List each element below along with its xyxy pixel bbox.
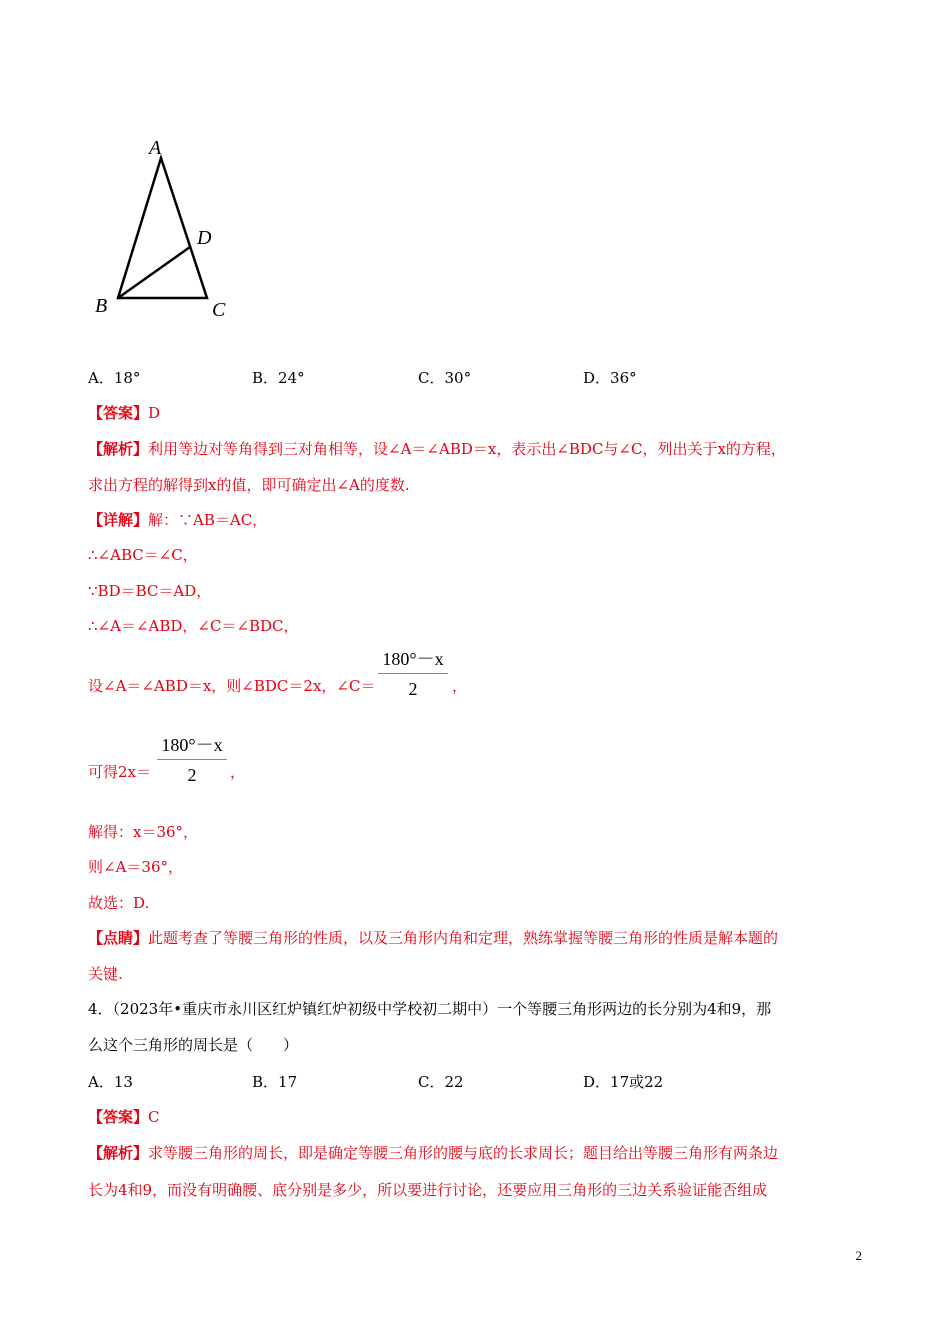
q3-option-b: B．24° [252,369,305,387]
q3-analysis-line-2: 求出方程的解得到x的值，即可确定出∠A的度数. [88,476,410,494]
q4-analysis-line-2: 长为4和9，而没有明确腰、底分别是多少，所以要进行讨论，还要应用三角形的三边关系验证能否组成 [88,1181,768,1199]
fraction-numerator: 180°－x [382,649,444,669]
q3-detail-line-5: 设∠A＝∠ABD＝x，则∠BDC＝2x，∠C＝ [88,677,376,695]
q3-answer: 【答案】D [88,404,161,422]
q4-analysis-line-1: 【解析】求等腰三角形的周长，即是确定等腰三角形的腰与底的长求周长；题目给出等腰三角形有两条边 [88,1144,779,1162]
vertex-label-a: A [149,137,162,159]
q4-answer: 【答案】C [88,1108,160,1126]
q3-option-a: A．18° [88,369,141,387]
q4-option-c: C．22 [418,1073,464,1091]
q3-detail-line-1: 【详解】解：∵AB＝AC， [88,511,268,529]
q3-comment-line-1: 【点睛】此题考查了等腰三角形的性质，以及三角形内角和定理，熟练掌握等腰三角形的性质是解本题的 [88,929,779,947]
q3-detail-line-6-comma: ， [230,763,246,781]
q3-detail-line-5-comma: ， [452,677,468,695]
q3-comment-line-2: 关键. [88,965,123,983]
q3-detail-line-6: 可得2x＝ [88,763,152,781]
q4-option-d: D．17或22 [583,1073,664,1091]
q4-option-b: B．17 [252,1073,298,1091]
q3-detail-line-7: 解得：x＝36°， [88,823,199,841]
q4-stem-line-1: 4．（2023年•重庆市永川区红炉镇红炉初级中学校初二期中）一个等腰三角形两边的长分别为4和9，那 [88,1000,772,1018]
q3-option-d: D．36° [583,369,637,387]
fraction-denominator: 2 [408,679,418,699]
fraction-2x [157,734,227,786]
fraction-c [378,648,448,700]
q3-detail-line-8: 则∠A＝36°， [88,858,183,876]
q4-stem-line-2: 么这个三角形的周长是（ ） [88,1036,299,1054]
q3-analysis-line-1: 【解析】利用等边对等角得到三对角相等，设∠A＝∠ABD＝x，表示出∠BDC与∠C，列出关于x的方程， [88,440,786,458]
q3-detail-line-3: ∵BD＝BC＝AD， [88,582,212,600]
q4-option-a: A．13 [88,1073,133,1091]
q3-detail-line-2: ∴∠ABC＝∠C， [88,546,198,564]
q3-option-c: C．30° [418,369,472,387]
page-number: 2 [855,1248,862,1263]
fraction-numerator: 180°－x [161,735,223,755]
vertex-label-d: D [197,227,212,249]
q3-detail-line-4: ∴∠A＝∠ABD，∠C＝∠BDC， [88,617,299,635]
q3-detail-line-9: 故选：D. [88,894,150,912]
fraction-denominator: 2 [187,765,197,785]
vertex-label-c: C [212,299,226,321]
vertex-label-b: B [95,295,108,317]
triangle-figure [85,130,245,330]
